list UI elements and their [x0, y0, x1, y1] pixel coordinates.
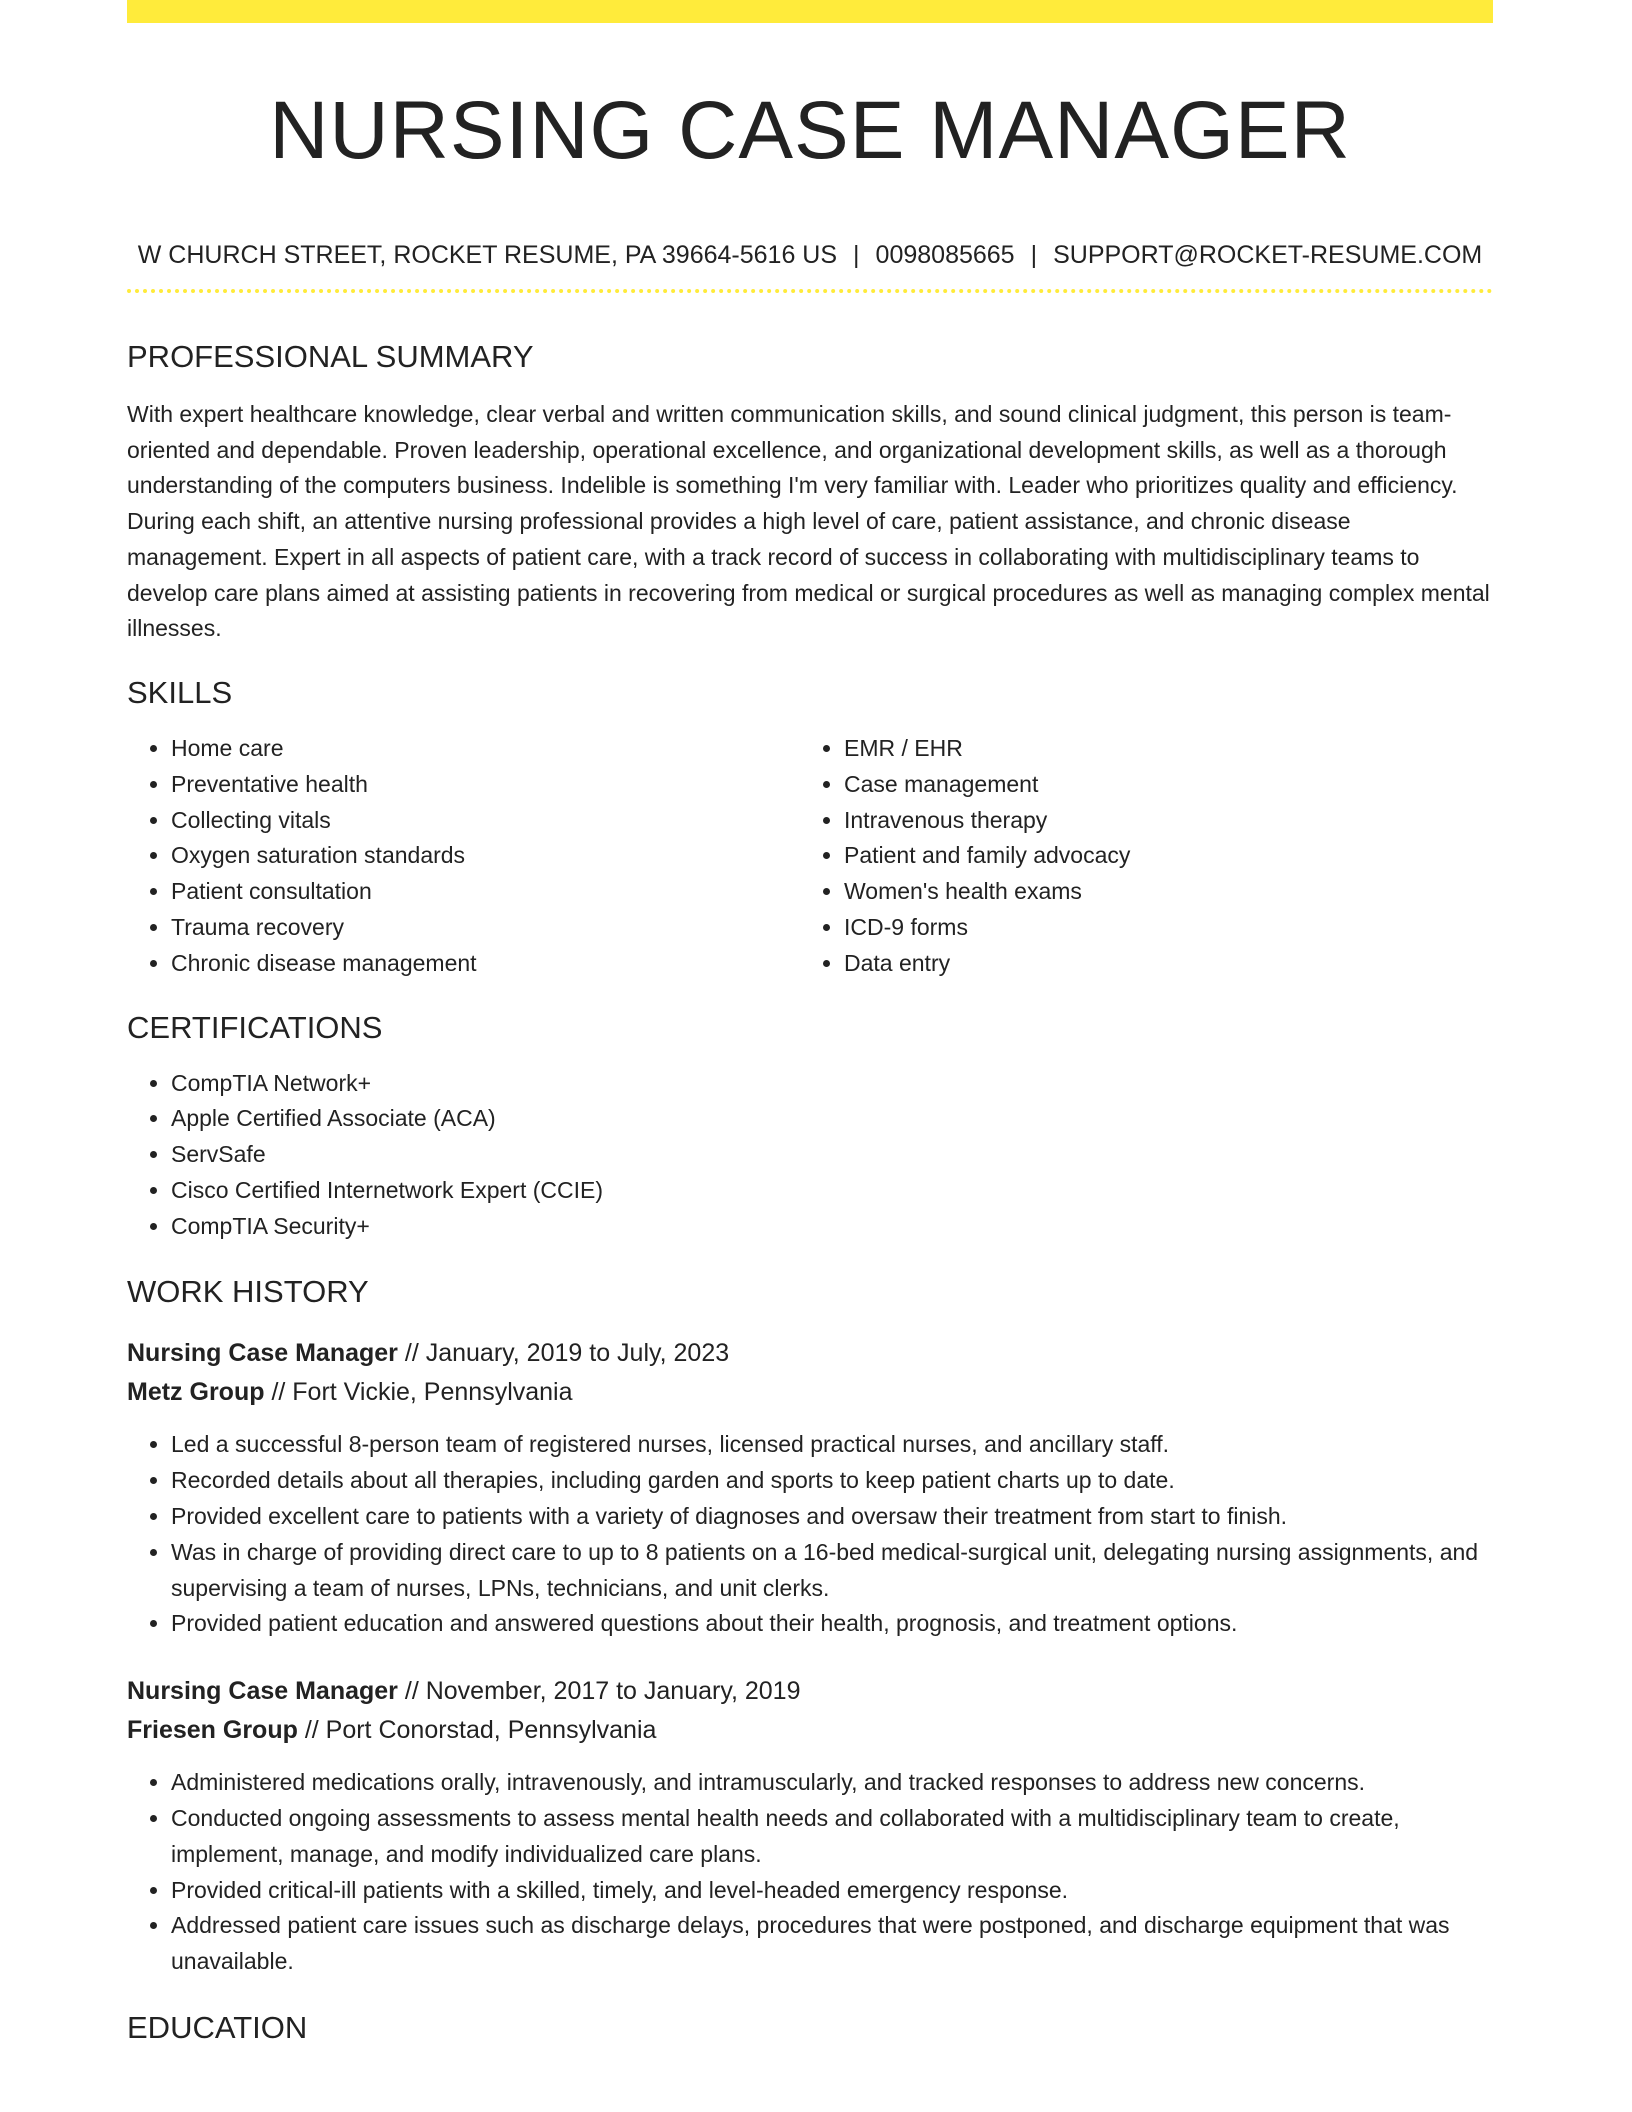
- job-title: Nursing Case Manager: [127, 1677, 398, 1706]
- job-company: Friesen Group: [127, 1716, 298, 1745]
- certifications-heading: CERTIFICATIONS: [127, 1009, 383, 1045]
- certifications-section: [127, 1008, 1493, 1245]
- skill-item: • Preventative health: [171, 767, 800, 803]
- work-history-heading: WORK HISTORY: [127, 1274, 369, 1310]
- skill-item: • Trauma recovery: [171, 910, 800, 946]
- skill-item: • Chronic disease management: [171, 946, 800, 982]
- job-header: [127, 1334, 1493, 1412]
- summary-section: [127, 337, 1493, 647]
- dotted-divider: [127, 289, 1493, 293]
- contact-email: SUPPORT@ROCKET-RESUME.COM: [1053, 241, 1483, 269]
- contact-separator: |: [853, 241, 860, 269]
- job-bullet: • Addressed patient care issues such as discharge delays, procedures that were postponed, and discharge equipment that was unavailable.: [171, 1908, 1493, 1980]
- job-company: Metz Group: [127, 1378, 265, 1407]
- job-bullet: • Provided critical-ill patients with a skilled, timely, and level-headed emergency response.: [171, 1873, 1493, 1909]
- job-entry: [127, 1672, 1493, 1980]
- certification-item: • CompTIA Network+: [171, 1066, 1493, 1102]
- job-bullet: • Led a successful 8-person team of registered nurses, licensed practical nurses, and ancillary staff.: [171, 1427, 1493, 1463]
- resume-title: NURSING CASE MANAGER: [269, 85, 1351, 176]
- job-dates: // November, 2017 to January, 2019: [397, 1677, 801, 1706]
- job-dates: // January, 2019 to July, 2023: [397, 1339, 730, 1368]
- job-bullet: • Provided excellent care to patients with a variety of diagnoses and oversaw their treatment from start to finish.: [171, 1499, 1493, 1535]
- certification-item: • Apple Certified Associate (ACA): [171, 1101, 1493, 1137]
- job-bullet: • Recorded details about all therapies, including garden and sports to keep patient charts up to date.: [171, 1463, 1493, 1499]
- certification-item: • Cisco Certified Internetwork Expert (CCIE): [171, 1173, 1493, 1209]
- job-location: // Port Conorstad, Pennsylvania: [297, 1716, 657, 1745]
- education-section: [127, 2008, 1493, 2048]
- resume-content: [127, 23, 1493, 2048]
- job-entry: [127, 1334, 1493, 1642]
- skill-item: • ICD-9 forms: [844, 910, 1473, 946]
- skill-item: • Women's health exams: [844, 874, 1473, 910]
- summary-text: With expert healthcare knowledge, clear verbal and written communication skills, and sound clinical judgment, this person is team-oriented and dependable. Proven leadership, operational excellence, and organizational development skills, as well as a thorough understanding of the computers business. Indelible is something I'm very familiar with. Leader who prioritizes quality and efficiency. During each shift, an attentive nursing professional provides a high level of care, patient assistance, and chronic disease management. Expert in all aspects of patient care, with a track record of success in collaborating with multidisciplinary teams to develop care plans aimed at assisting patients in recovering from medical or surgical procedures as well as managing complex mental illnesses.: [127, 401, 1490, 642]
- job-header: [127, 1672, 1493, 1750]
- job-title: Nursing Case Manager: [127, 1339, 398, 1368]
- contact-separator: |: [1030, 241, 1038, 269]
- contact-line: [127, 239, 1493, 271]
- job-bullet: • Was in charge of providing direct care to up to 8 patients on a 16-bed medical-surgical unit, delegating nursing assignments, and supervising a team of nurses, LPNs, technicians, and unit clerks.: [171, 1535, 1493, 1607]
- skill-item: • Case management: [844, 767, 1473, 803]
- skill-item: • Oxygen saturation standards: [171, 838, 800, 874]
- skill-item: • EMR / EHR: [844, 731, 1473, 767]
- skills-section: [127, 673, 1493, 982]
- skill-item: • Patient and family advocacy: [844, 838, 1473, 874]
- skills-column-right: [800, 731, 1473, 982]
- contact-phone: 0098085665: [875, 241, 1015, 269]
- certification-item: • ServSafe: [171, 1137, 1493, 1173]
- job-location: // Fort Vickie, Pennsylvania: [264, 1378, 573, 1407]
- skill-item: • Intravenous therapy: [844, 803, 1473, 839]
- skills-heading: SKILLS: [127, 674, 233, 710]
- skill-item: • Collecting vitals: [171, 803, 800, 839]
- skill-item: • Data entry: [844, 946, 1473, 982]
- job-bullet: • Conducted ongoing assessments to assess mental health needs and collaborated with a multidisciplinary team to create, implement, manage, and modify individualized care plans.: [171, 1801, 1493, 1873]
- work-history-section: [127, 1272, 1493, 1980]
- skills-column-left: [127, 731, 800, 982]
- job-bullet: • Administered medications orally, intravenously, and intramuscularly, and tracked responses to address new concerns.: [171, 1765, 1493, 1801]
- summary-heading: PROFESSIONAL SUMMARY: [127, 339, 534, 374]
- skill-item: • Patient consultation: [171, 874, 800, 910]
- certification-item: • CompTIA Security+: [171, 1209, 1493, 1245]
- education-heading: EDUCATION: [127, 2010, 308, 2046]
- job-bullet: • Provided patient education and answered questions about their health, prognosis, and treatment options.: [171, 1606, 1493, 1642]
- skills-grid: [127, 731, 1493, 982]
- contact-address: W CHURCH STREET, ROCKET RESUME, PA 39664-5616 US: [137, 241, 838, 269]
- skill-item: • Home care: [171, 731, 800, 767]
- accent-bar: [127, 0, 1493, 23]
